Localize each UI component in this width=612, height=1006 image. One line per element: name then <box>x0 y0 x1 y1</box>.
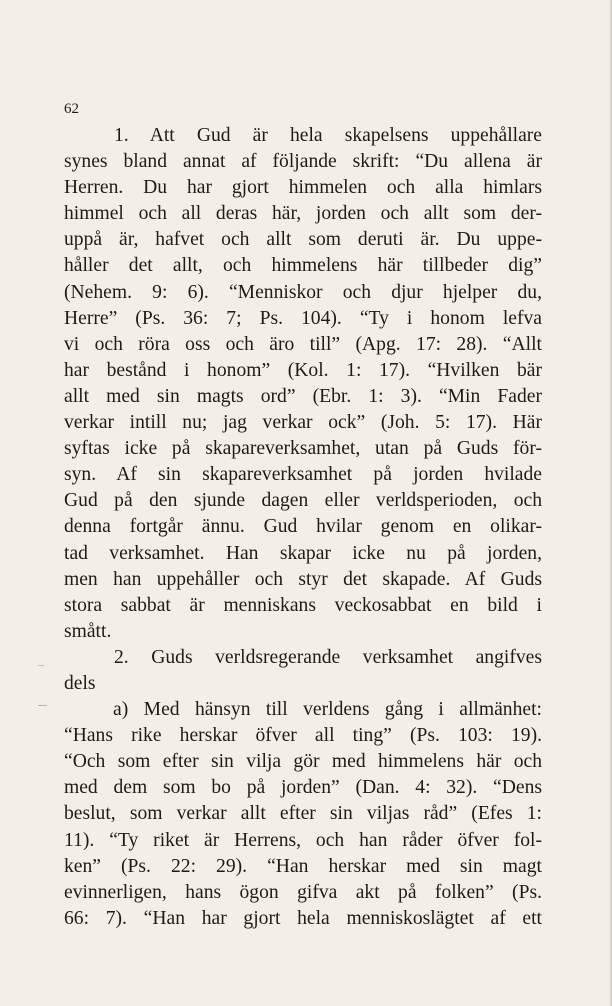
text-line: har bestånd i honom” (Kol. 1: 17). “Hvilken bär <box>64 359 542 381</box>
text-line: a) Med hänsyn till verldens gång i allmänhet: <box>113 699 542 721</box>
text-line: syftas icke på skapareverksamhet, utan på Guds för- <box>64 438 542 460</box>
text-line: verkar intill nu; jag verkar ock” (Joh. 5: 17). Här <box>64 412 542 434</box>
text-line: synes bland annat af följande skrift: “Du allena är <box>64 151 542 173</box>
text-line: himmel och all deras här, jorden och allt som der- <box>64 203 542 225</box>
text-line: denna fortgår ännu. Gud hvilar genom en olikar- <box>64 516 542 538</box>
text-line: håller det allt, och himmelens här tillbeder dig” <box>64 255 542 277</box>
text-line: Herre” (Ps. 36: 7; Ps. 104). “Ty i honom lefva <box>64 307 542 329</box>
text-line: Herren. Du har gjort himmelen och alla himlars <box>64 177 542 199</box>
margin-mark <box>38 665 44 666</box>
text-line: “Och som efter sin vilja gör med himmelens här och <box>64 751 542 773</box>
text-line: men han uppehåller och styr det skapade. Af Guds <box>64 568 542 590</box>
text-line: 11). “Ty riket är Herrens, och han råder öfver fol- <box>64 829 542 851</box>
text-line: syn. Af sin skapareverksamhet på jorden hvilade <box>64 464 542 486</box>
text-line: uppå är, hafvet och allt som deruti är. Du uppe- <box>64 229 542 251</box>
text-line: (Nehem. 9: 6). “Menniskor och djur hjelper du, <box>64 281 542 303</box>
text-line: 66: 7). “Han har gjort hela menniskoslägtet af ett <box>64 907 542 929</box>
text-line: Gud på den sjunde dagen eller verldsperioden, och <box>64 490 542 512</box>
text-line: 2. Guds verldsregerande verksamhet angifves <box>114 646 542 668</box>
page-number: 62 <box>64 101 79 117</box>
text-line: ken” (Ps. 22: 29). “Han herskar med sin magt <box>64 855 542 877</box>
text-line: “Hans rike herskar öfver all ting” (Ps. 103: 19). <box>64 725 542 747</box>
text-line: tad verksamhet. Han skapar icke nu på jorden, <box>64 542 542 564</box>
text-line: 1. Att Gud är hela skapelsens uppehållare <box>114 125 542 146</box>
body-text <box>64 123 542 932</box>
text-line: vi och röra oss och äro till” (Apg. 17: 28). “Allt <box>64 333 542 355</box>
text-line: med dem som bo på jorden” (Dan. 4: 32). “Dens <box>64 777 542 799</box>
text-line: evinnerligen, hans ögon gifva akt på folken” (Ps. <box>64 881 542 903</box>
text-line: allt med sin magts ord” (Ebr. 1: 3). “Min Fader <box>64 385 542 407</box>
text-line: beslut, som verkar allt efter sin viljas råd” (Efes 1: <box>64 803 542 825</box>
margin-mark <box>38 705 47 706</box>
text-line: stora sabbat är menniskans veckosabbat en bild i <box>64 594 542 616</box>
text-line: dels <box>64 672 96 694</box>
text-line: smått. <box>64 620 112 642</box>
